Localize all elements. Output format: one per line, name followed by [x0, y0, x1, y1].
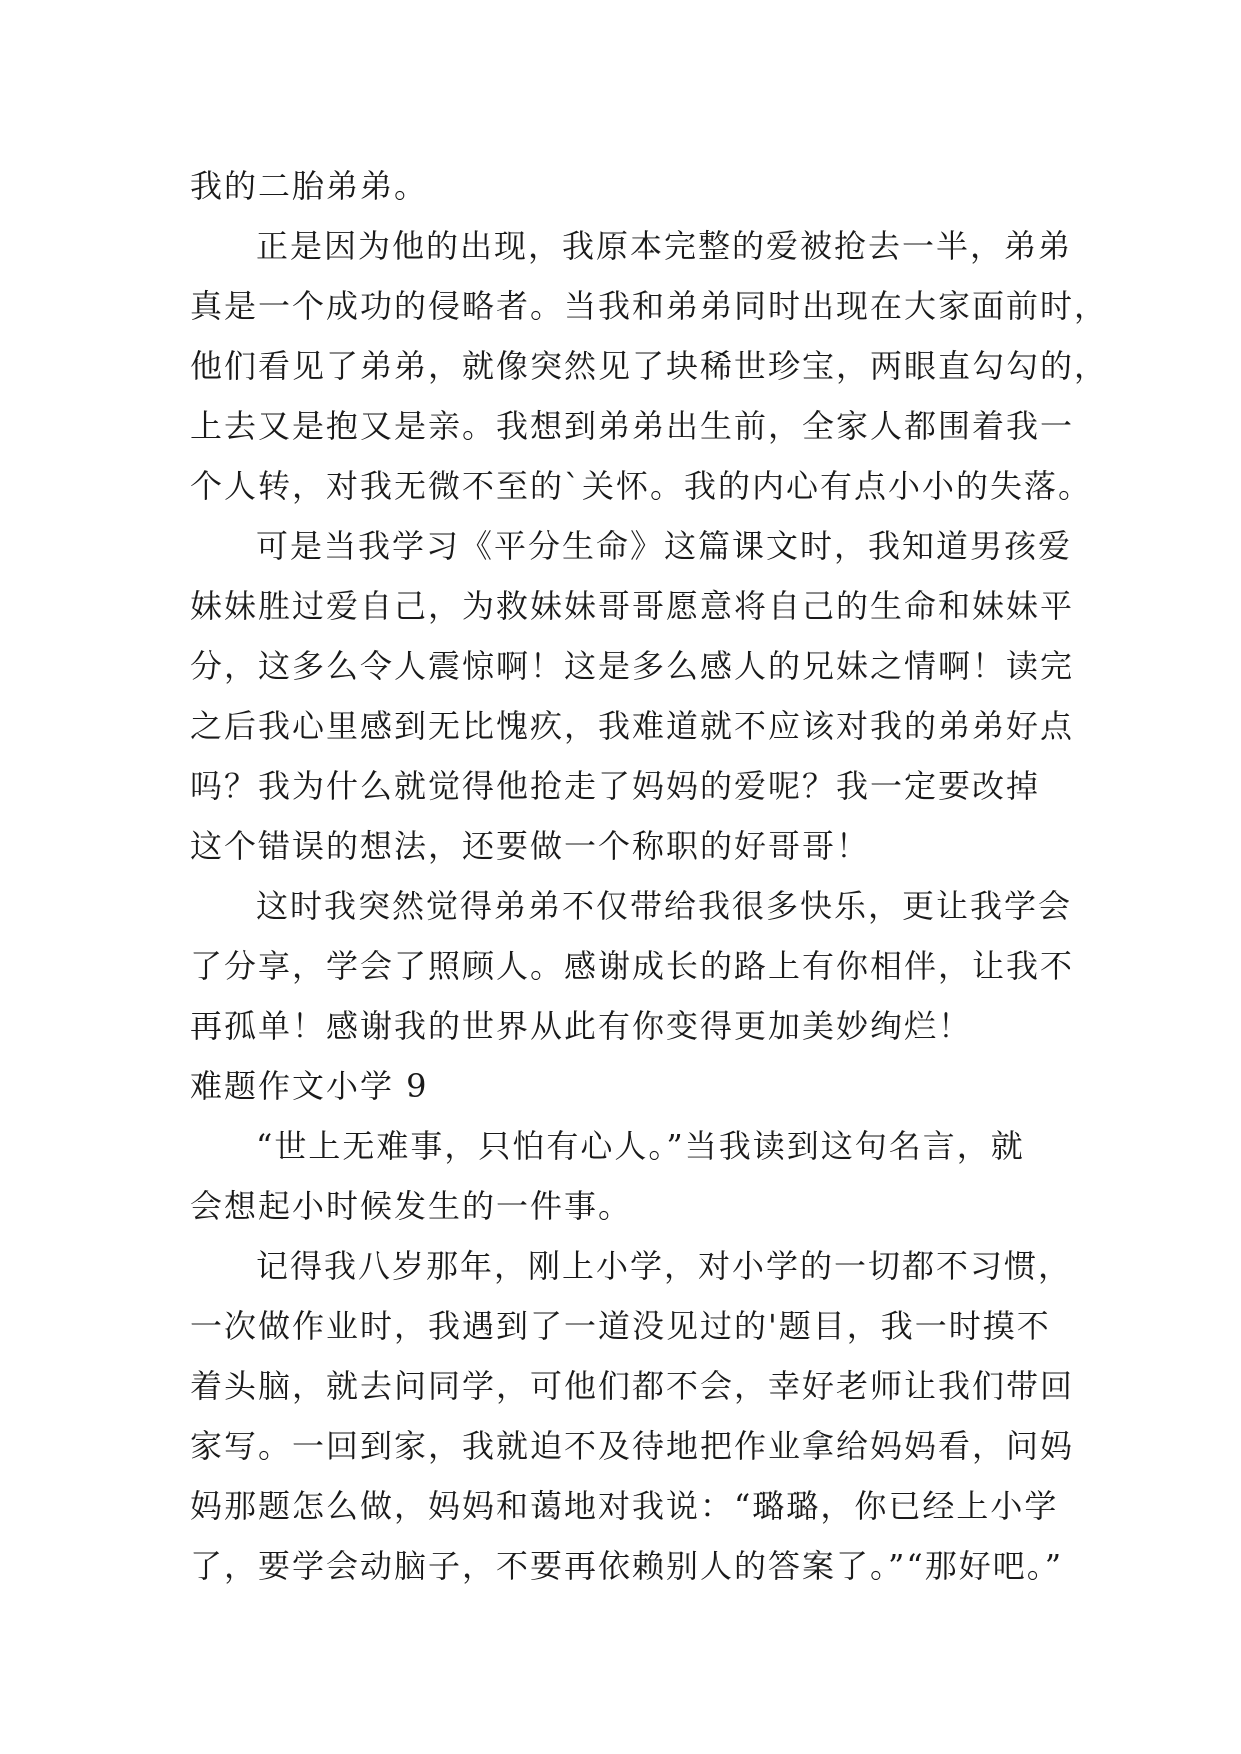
text-line: 他们看见了弟弟，就像突然见了块稀世珍宝，两眼直勾勾的，: [190, 347, 1109, 385]
text-line: 上去又是抱又是亲。我想到弟弟出生前，全家人都围着我一: [190, 407, 1075, 445]
section-heading: 难题作文小学 9: [190, 1067, 429, 1105]
text-line: 我的二胎弟弟。: [190, 167, 429, 205]
text-line: 之后我心里感到无比愧疚，我难道就不应该对我的弟弟好点: [190, 707, 1075, 745]
text-line: 了分享，学会了照顾人。感谢成长的路上有你相伴，让我不: [190, 947, 1075, 985]
text-line: 着头脑，就去问同学，可他们都不会，幸好老师让我们带回: [190, 1367, 1075, 1405]
text-line: 分，这多么令人震惊啊！这是多么感人的兄妹之情啊！读完: [190, 647, 1075, 685]
paragraph-start-line: 可是当我学习《平分生命》这篇课文时，我知道男孩爱: [256, 527, 1073, 565]
text-line: 家写。一回到家，我就迫不及待地把作业拿给妈妈看，问妈: [190, 1427, 1075, 1465]
text-line: 一次做作业时，我遇到了一道没见过的'题目，我一时摸不: [190, 1307, 1051, 1345]
paragraph-start-line: 正是因为他的出现，我原本完整的爱被抢去一半，弟弟: [256, 227, 1073, 265]
paragraph-start-line: 这时我突然觉得弟弟不仅带给我很多快乐，更让我学会: [256, 887, 1073, 925]
text-line: 个人转，对我无微不至的`关怀。我的内心有点小小的失落。: [190, 467, 1093, 505]
text-line: 妹妹胜过爱自己，为救妹妹哥哥愿意将自己的生命和妹妹平: [190, 587, 1075, 625]
text-line: 了，要学会动脑子，不要再依赖别人的答案了。”“那好吧。”: [190, 1547, 1064, 1585]
paragraph-start-line: 记得我八岁那年，刚上小学，对小学的一切都不习惯，: [256, 1247, 1073, 1285]
text-line: 真是一个成功的侵略者。当我和弟弟同时出现在大家面前时，: [190, 287, 1109, 325]
document-body: [190, 156, 1109, 1596]
text-line: 再孤单！感谢我的世界从此有你变得更加美妙绚烂！: [190, 1007, 973, 1045]
paragraph-start-line: “世上无难事，只怕有心人。”当我读到这句名言，就: [256, 1127, 1025, 1165]
text-line: 吗？我为什么就觉得他抢走了妈妈的爱呢？我一定要改掉: [190, 767, 1041, 805]
text-line: 这个错误的想法，还要做一个称职的好哥哥！: [190, 827, 871, 865]
text-line: 会想起小时候发生的一件事。: [190, 1187, 633, 1225]
text-line: 妈那题怎么做，妈妈和蔼地对我说：“璐璐，你已经上小学: [190, 1487, 1059, 1525]
